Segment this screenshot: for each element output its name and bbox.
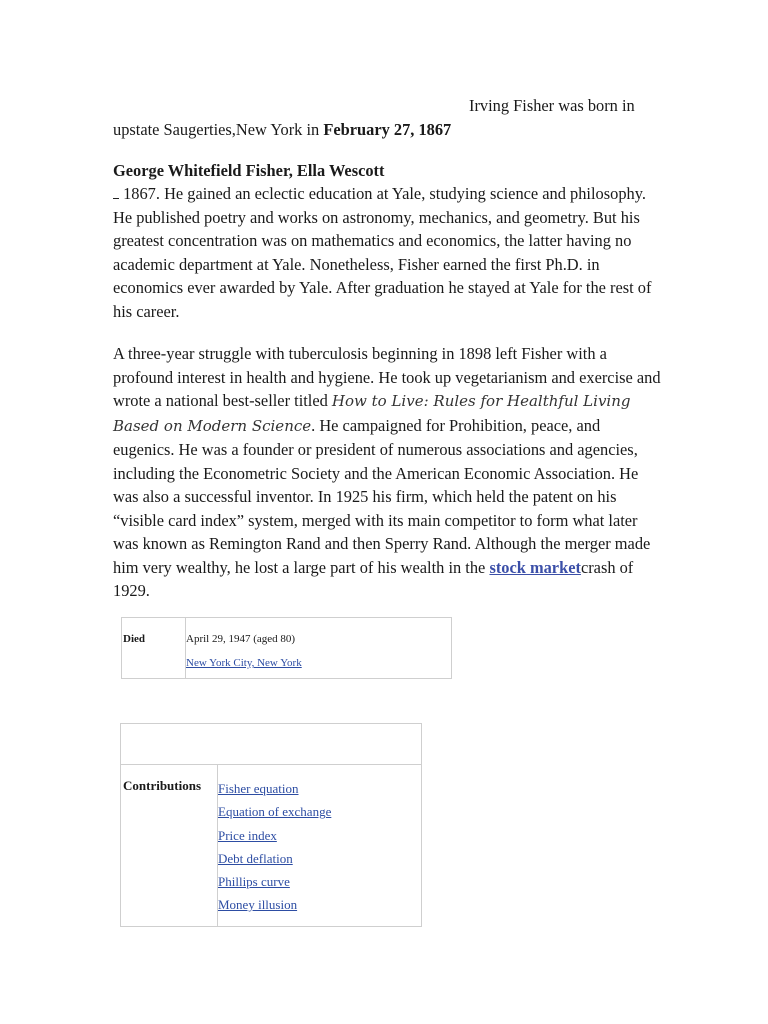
intro-line-2 [113,118,451,142]
paragraph-health-text-3: crash of 1929. [113,557,634,600]
died-table [121,617,452,679]
contributions-label: Contributions [123,778,202,793]
contributions-list [218,777,331,917]
died-label-cell [122,618,186,678]
contribution-link-fisher-equation[interactable]: Fisher equation [218,781,299,796]
intro-line-1: Irving Fisher was born in [469,96,635,115]
book-title: How to Live: Rules for Healthful Living Based on Modern Science [113,392,631,435]
paragraph-education-text: 1867. He gained an eclectic education at Yale, studying science and philosophy. He published poetry and works on astronomy, mechanics, and geometry. But his greatest concentration was on mathematics and economics, the latter having no academic department at Yale. Nonetheless, Fisher earned the first Ph.D. in economics ever awarded by Yale. After graduation he stayed at Yale for the rest of his career. [113,184,652,321]
contribution-link-money-illusion[interactable]: Money illusion [218,897,298,913]
contributions-table [120,723,422,927]
death-place-link[interactable]: New York City, New York [186,657,302,669]
died-label: Died [123,633,145,645]
contributions-header-row [121,724,421,765]
paragraph-health [113,342,663,603]
contribution-link-price-index[interactable]: Price index [218,827,277,843]
contribution-link-equation-of-exchange[interactable]: Equation of exchange [218,804,332,820]
stock-market-link[interactable]: stock market [489,557,581,577]
paragraph-health-text-1: A three-year struggle with tuberculosis beginning in 1898 left Fisher with a profound interest in health and hygiene. He took up vegetarianism and exercise and wrote a national best-seller titled [113,344,661,410]
death-date: April 29, 1947 (aged 80) [186,633,296,645]
paragraph-health-text-2: . He campaigned for Prohibition, peace, and eugenics. He was a founder or president of numerous associations and agencies, including the Econometric Society and the American Economic Association. He was also a successful inventor. In 1925 his firm, which held the patent on his “visible card index” system, merged with its main competitor to form what later was known as Remington Rand and then Sperry Rand. Although the merger made him very wealthy, he lost a large part of his wealth in the [113,415,651,577]
paragraph-education [113,182,663,323]
intro-line-2-text: upstate Saugerties,New York in [113,120,324,139]
birth-date: February 27, 1867 [323,120,452,139]
contribution-link-phillips-curve[interactable]: Phillips curve [218,874,290,890]
parents-names: George Whitefield Fisher, Ella Wescott [113,161,385,180]
contribution-link-debt-deflation[interactable]: Debt deflation [218,850,293,866]
